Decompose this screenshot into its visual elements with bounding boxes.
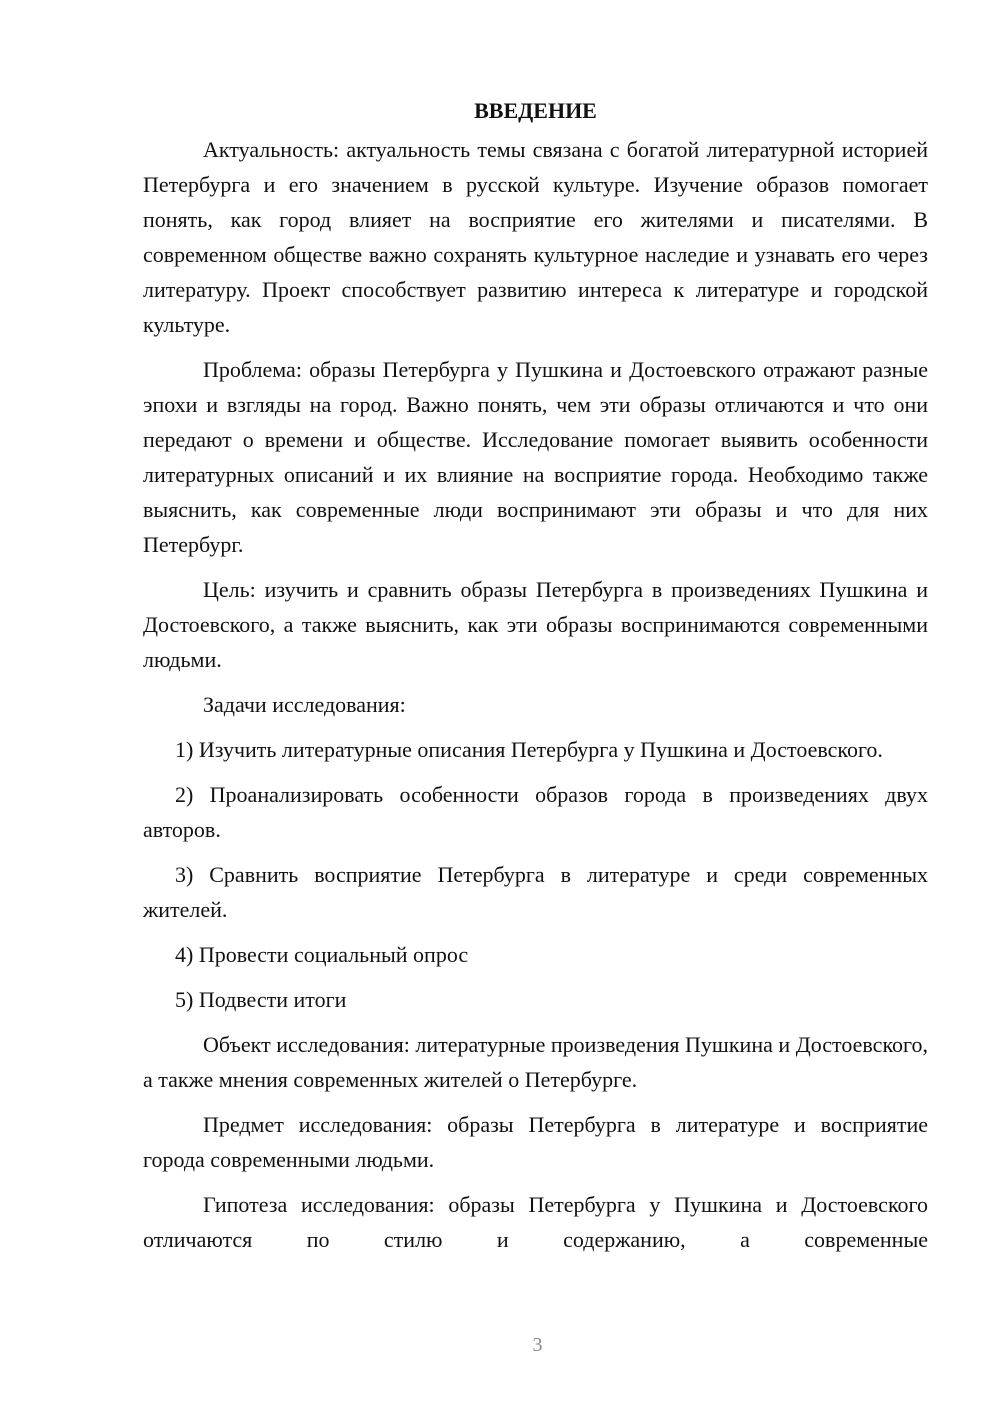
task-item: 3) Сравнить восприятие Петербурга в литературе и среди современных жителей. (143, 862, 928, 922)
paragraph-problem: Проблема: образы Петербурга у Пушкина и Достоевского отражают разные эпохи и взгляды на город. Важно понять, чем эти образы отличаются и что они передают о времени и обществе. Исследование помогает выявить особенности литературных описаний и их влияние на восприятие города. Необходимо также выяснить, как современные люди воспринимают эти образы и что для них Петербург. (143, 357, 928, 557)
paragraph-goal: Цель: изучить и сравнить образы Петербурга в произведениях Пушкина и Достоевского, а также выяснить, как эти образы воспринимаются современными людьми. (143, 577, 928, 672)
document-page (143, 94, 928, 1267)
task-item: 5) Подвести итоги (175, 987, 347, 1012)
task-item: 1) Изучить литературные описания Петербурга у Пушкина и Достоевского. (175, 737, 883, 762)
task-item: 4) Провести социальный опрос (175, 942, 469, 967)
section-title: ВВЕДЕНИЕ (474, 98, 597, 123)
page-number: 3 (532, 1334, 543, 1356)
paragraph-subject: Предмет исследования: образы Петербурга в литературе и восприятие города современными людьми. (143, 1112, 928, 1172)
tasks-heading: Задачи исследования: (203, 692, 406, 717)
paragraph-object: Объект исследования: литературные произведения Пушкина и Достоевского, а также мнения современных жителей о Петербурге. (143, 1032, 928, 1092)
paragraph-relevance: Актуальность: актуальность темы связана с богатой литературной историей Петербурга и его значением в русской культуре. Изучение образов помогает понять, как город влияет на восприятие его жителями и писателями. В современном обществе важно сохранять культурное наследие и узнавать его через литературу. Проект способствует развитию интереса к литературе и городской культуре. (143, 137, 928, 337)
paragraph-hypothesis: Гипотеза исследования: образы Петербурга у Пушкина и Достоевского отличаются по стилю и содержанию, а современные (143, 1192, 928, 1252)
task-item: 2) Проанализировать особенности образов города в произведениях двух авторов. (143, 782, 928, 842)
